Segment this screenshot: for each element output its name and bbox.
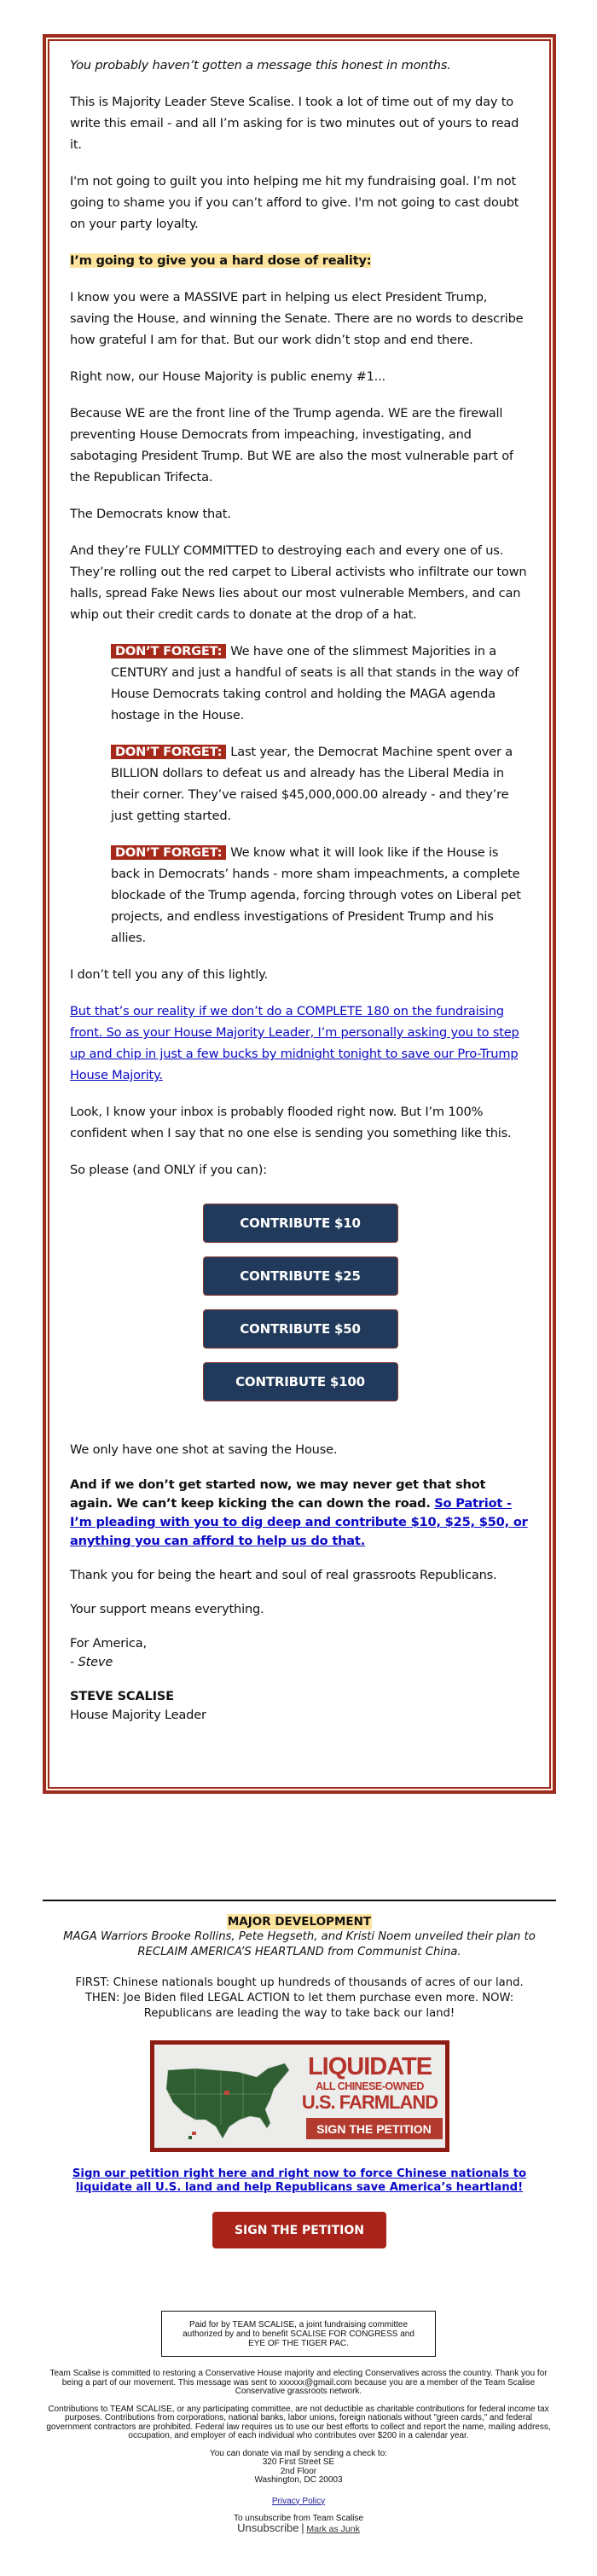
dont-forget-label: DON’T FORGET:: [111, 745, 226, 759]
paragraph: This is Majority Leader Steve Scalise. I took a lot of time out of my day to write this email - and all I’m asking for is two minutes out of yours to read it.: [70, 95, 519, 152]
bold-text: And if we don’t get started now, we may never get that shot again. We can’t keep kicking the can down the road.: [70, 1477, 486, 1511]
dont-forget-text: We have one of the slimmest Majorities in a CENTURY and just a handful of seats is all that stands in the way of House Democrats taking control and holding the MAGA agenda hostage in the House.: [111, 644, 519, 722]
letter-frame: [43, 34, 556, 1794]
mail-intro: You can donate via mail by sending a check to:: [209, 2448, 388, 2458]
signer-title: House Majority Leader: [70, 1708, 206, 1722]
promo-title: MAJOR DEVELOPMENT: [227, 1915, 372, 1929]
dont-forget-text: Last year, the Democrat Machine spent over a BILLION dollars to defeat us and already has the Liberal Media in their corner. They’ve raised $45,000,000.00 already - and they’re just getting started.: [111, 745, 513, 823]
unsubscribe-link[interactable]: Unsubscribe: [237, 2521, 299, 2534]
paragraph: Because WE are the front line of the Trump agenda. WE are the firewall preventing House Democrats from impeaching, investigating, and sabotaging President Trump. But WE are also the most vulnerable part of the Republican Trifecta.: [70, 406, 513, 484]
intro-line: You probably haven’t gotten a message this honest in months.: [70, 58, 451, 73]
paragraph: [70, 1476, 530, 1551]
paragraph: Your support means everything.: [70, 1602, 264, 1616]
privacy-policy-link[interactable]: Privacy Policy: [271, 2496, 326, 2506]
highlight-text: I’m going to give you a hard dose of reality:: [70, 253, 372, 268]
unsubscribe-block: [44, 2515, 553, 2534]
link-paragraph: [70, 1001, 530, 1086]
closing-text: For America,: [70, 1636, 147, 1651]
us-map-icon: [161, 2060, 298, 2145]
footer: [44, 2370, 553, 2543]
promo-body: FIRST: Chinese nationals bought up hundreds of thousands of acres of our land. THEN: Joe Biden filed LEGAL ACTION to let them purchase even more. NOW: Republicans are leading the way to take back our land!: [75, 1976, 524, 2020]
mark-as-junk-link[interactable]: Mark as Junk: [306, 2523, 360, 2534]
petition-banner[interactable]: [150, 2040, 449, 2152]
signature-block: [70, 1687, 530, 1725]
promo-subtitle: MAGA Warriors Brooke Rollins, Pete Hegseth, and Kristi Noem unveiled their plan to RECLAIM AMERICA’S HEARTLAND from Communist China.: [63, 1930, 536, 1958]
highlight-paragraph: [70, 250, 530, 271]
paragraph: I'm not going to guilt you into helping me hit my fundraising goal. I’m not going to shame you if you can’t afford to give. I'm not going to cast doubt on your party loyalty.: [70, 174, 519, 231]
paragraph: Right now, our House Majority is public enemy #1...: [70, 369, 385, 384]
dont-forget-item: [111, 741, 530, 827]
contribute-10-button[interactable]: CONTRIBUTE $10: [203, 1204, 398, 1243]
paid-for-box: [161, 2311, 436, 2357]
banner-line-3: U.S. FARMLAND: [301, 2091, 438, 2113]
footer-legal: Contributions to TEAM SCALISE, or any participating committee, are not deductible as charitable contributions for federal income tax purposes. Contributions from corporations, national banks, labor unions, foreign nationals without "green cards," and federal government contractors are prohibited. Federal law requires us to use our best efforts to collect and report the name, mailing address, occupation, and employer of each individual who contributes over $200 in a calendar year.: [46, 2404, 551, 2440]
paragraph: I know you were a MASSIVE part in helping us elect President Trump, saving the House, and winning the Senate. There are no words to describe how grateful I am for that. But our work didn’t stop and end there.: [70, 290, 524, 347]
mail-address: [44, 2450, 553, 2486]
signer-name: STEVE SCALISE: [70, 1689, 174, 1703]
address-line: 2nd Floor: [280, 2466, 317, 2476]
sign-petition-button[interactable]: SIGN THE PETITION: [212, 2212, 386, 2248]
letter-frame-inner: [48, 39, 551, 1789]
banner-line-2: ALL CHINESE-OWNED: [316, 2080, 424, 2092]
banner-line-1: LIQUIDATE: [307, 2053, 432, 2080]
contribute-buttons: [70, 1204, 530, 1415]
banner-headline: [298, 2055, 443, 2112]
address-line: Washington, DC 20003: [254, 2475, 343, 2485]
donate-link[interactable]: But that’s our reality if we don’t do a COMPLETE 180 on the fundraising front. So as your House Majority Leader, I’m personally asking you to step up and chip in just a few bucks by midnight tonight to save our Pro-Trump House Majority.: [70, 1004, 519, 1082]
paid-for-line: Paid for by TEAM SCALISE, a joint fundraising committee: [188, 2319, 409, 2329]
sig-dash: -: [70, 1655, 78, 1669]
dont-forget-label: DON’T FORGET:: [111, 644, 226, 659]
donate-link-2[interactable]: So Patriot - I’m pleading with you to dig deep and contribute $10, $25, $50, or anything you can afford to help us do that.: [70, 1496, 528, 1548]
promo-section: [43, 1900, 556, 2248]
contribute-25-button[interactable]: CONTRIBUTE $25: [203, 1256, 398, 1296]
letter-body: [70, 55, 530, 1740]
paragraph: Thank you for being the heart and soul of real grassroots Republicans.: [70, 1568, 497, 1582]
unsubscribe-intro: To unsubscribe from Team Scalise: [233, 2514, 364, 2523]
dont-forget-item: [111, 842, 530, 949]
contribute-100-button[interactable]: CONTRIBUTE $100: [203, 1362, 398, 1401]
paid-for-line: EYE OF THE TIGER PAC.: [248, 2338, 349, 2348]
address-line: 320 First Street SE: [262, 2457, 335, 2467]
dont-forget-item: [111, 641, 530, 726]
dont-forget-text: We know what it will look like if the House is back in Democrats’ hands - more sham impeachments, a complete blockade of the Trump agenda, forcing through votes on Liberal pet projects, and endless investigations of President Trump and his allies.: [111, 845, 521, 945]
banner-sign-button[interactable]: SIGN THE PETITION: [306, 2118, 443, 2139]
separator: |: [301, 2521, 304, 2534]
paragraph: The Democrats know that.: [70, 507, 231, 521]
paragraph: I don’t tell you any of this lightly.: [70, 967, 268, 982]
paragraph: And they’re FULLY COMMITTED to destroying each and every one of us. They’re rolling out the red carpet to Liberal activists who infiltrate our town halls, spread Fake News lies about our most vulnerable Members, and can whip out their credit cards to donate at the drop of a hat.: [70, 543, 527, 622]
paragraph: We only have one shot at saving the House.: [70, 1442, 338, 1457]
petition-link[interactable]: Sign our petition right here and right now to force Chinese nationals to liquidate all U.S. land and help Republicans save America’s heartland!: [72, 2167, 527, 2194]
paid-for-line: authorized by and to benefit SCALISE FOR CONGRESS and: [183, 2329, 414, 2339]
paragraph: So please (and ONLY if you can):: [70, 1163, 267, 1177]
closing: [70, 1634, 530, 1672]
footer-about: Team Scalise is committed to restoring a Conservative House majority and electing Conservatives across the country. Thank you for being a part of our movement. This message was sent to xxxxxx@gmail.com because you are a member of the Team Scalise Conservative grassroots network.: [49, 2369, 548, 2396]
contribute-50-button[interactable]: CONTRIBUTE $50: [203, 1309, 398, 1349]
paragraph: Look, I know your inbox is probably flooded right now. But I’m 100% confident when I say that no one else is sending you something like this.: [70, 1105, 512, 1140]
signature: Steve: [78, 1655, 113, 1669]
dont-forget-label: DON’T FORGET:: [111, 845, 226, 860]
